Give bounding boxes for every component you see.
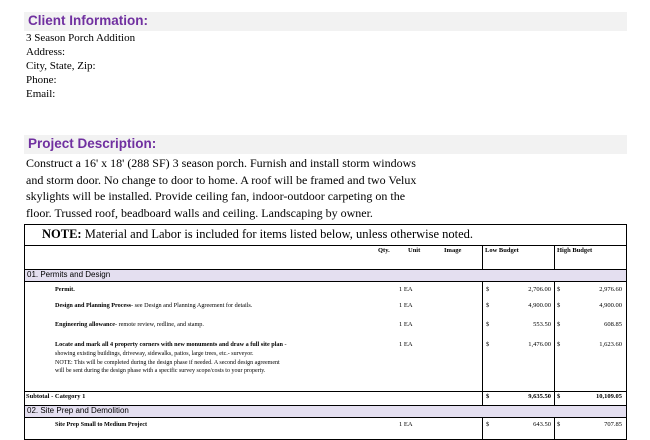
- high-currency: $: [557, 286, 561, 293]
- client-info-band: [24, 12, 627, 31]
- line-item-note: will be sent during the design phase with a specific survey scope/costs to your property.: [55, 368, 266, 374]
- estimate-table: [24, 224, 627, 440]
- header-low-budget: Low Budget: [485, 247, 519, 254]
- category-header: [25, 269, 626, 282]
- line-item-name: Locate and mark all 4 property corners with new monuments and draw a full site plan -: [55, 341, 287, 348]
- low-amount: 4,900.00: [528, 302, 551, 309]
- low-amount: 553.50: [533, 321, 551, 328]
- subtotal-high-currency: $: [557, 393, 561, 400]
- note-label: NOTE:: [42, 227, 82, 241]
- project-description-heading: Project Description:: [28, 136, 157, 151]
- header-high-budget: High Budget: [557, 247, 593, 254]
- high-currency: $: [557, 341, 561, 348]
- high-currency: $: [557, 321, 561, 328]
- high-amount: 2,976.60: [599, 286, 622, 293]
- subtotal-row: [25, 391, 626, 403]
- line-item-qty: 1 EA: [399, 302, 413, 309]
- description-line: and storm door. No change to door to home. A roof will be framed and two Velux: [26, 172, 417, 187]
- project-description-band: [24, 135, 627, 154]
- header-image: Image: [444, 247, 462, 254]
- low-currency: $: [486, 302, 490, 309]
- category-name: 01. Permits and Design: [27, 270, 111, 279]
- high-amount: 608.85: [604, 321, 622, 328]
- phone-label: Phone:: [26, 74, 57, 86]
- line-item-name: Engineering allowance- remote review, redline, and stamp.: [55, 321, 204, 328]
- subtotal-low-amount: 9,635.50: [528, 393, 551, 400]
- line-item-qty: 1 EA: [399, 341, 413, 348]
- low-currency: $: [486, 341, 490, 348]
- high-currency: $: [557, 421, 561, 428]
- city-state-zip-label: City, State, Zip:: [26, 60, 96, 72]
- line-item-qty: 1 EA: [399, 321, 413, 328]
- note-text: Material and Labor is included for items listed below, unless otherwise noted.: [81, 227, 474, 241]
- subtotal-high-amount: 10,109.05: [596, 393, 622, 400]
- project-name: 3 Season Porch Addition: [26, 32, 136, 44]
- category-name: 02. Site Prep and Demolition: [27, 406, 129, 415]
- low-amount: 643.50: [533, 421, 551, 428]
- address-label: Address:: [26, 46, 66, 58]
- line-item-note: NOTE: This will be completed during the design phase if needed. A second design agreement: [55, 359, 280, 366]
- description-line: Construct a 16' x 18' (288 SF) 3 season porch. Furnish and install storm windows: [26, 156, 416, 170]
- line-item-name: Design and Planning Process- see Design and Planning Agreement for details.: [55, 302, 253, 309]
- subtotal-low-currency: $: [486, 393, 490, 400]
- line-item-note: showing existing buildings, driveway, sidewalks, patios, large trees, etc.- surveyor.: [55, 351, 254, 357]
- header-unit: Unit: [408, 247, 421, 254]
- low-currency: $: [486, 321, 490, 328]
- line-item-qty: 1 EA: [399, 421, 413, 428]
- high-amount: 4,900.00: [599, 302, 622, 309]
- email-label: Email:: [26, 88, 56, 100]
- high-amount: 1,623.60: [599, 341, 622, 348]
- high-amount: 707.85: [604, 421, 622, 428]
- low-amount: 1,476.00: [528, 341, 551, 348]
- low-currency: $: [486, 421, 490, 428]
- line-item-qty: 1 EA: [399, 286, 413, 293]
- description-line: skylights will be installed. Provide ceiling fan, indoor-outdoor carpeting on the: [26, 189, 406, 203]
- subtotal-label: Subtotal - Category 1: [26, 393, 86, 400]
- table-note: [25, 225, 626, 246]
- client-info-heading: Client Information:: [28, 13, 148, 28]
- low-amount: 2,706.00: [528, 286, 551, 293]
- low-currency: $: [486, 286, 490, 293]
- high-currency: $: [557, 302, 561, 309]
- category-header: [25, 405, 626, 418]
- description-line: floor. Trussed roof, beadboard walls and ceiling. Landscaping by owner.: [26, 205, 373, 220]
- line-item-name: Permit.: [55, 286, 75, 293]
- header-qty: Qty.: [378, 247, 390, 254]
- line-item-name: Site Prep Small to Medium Project: [55, 421, 148, 428]
- project-description-text: [26, 155, 446, 221]
